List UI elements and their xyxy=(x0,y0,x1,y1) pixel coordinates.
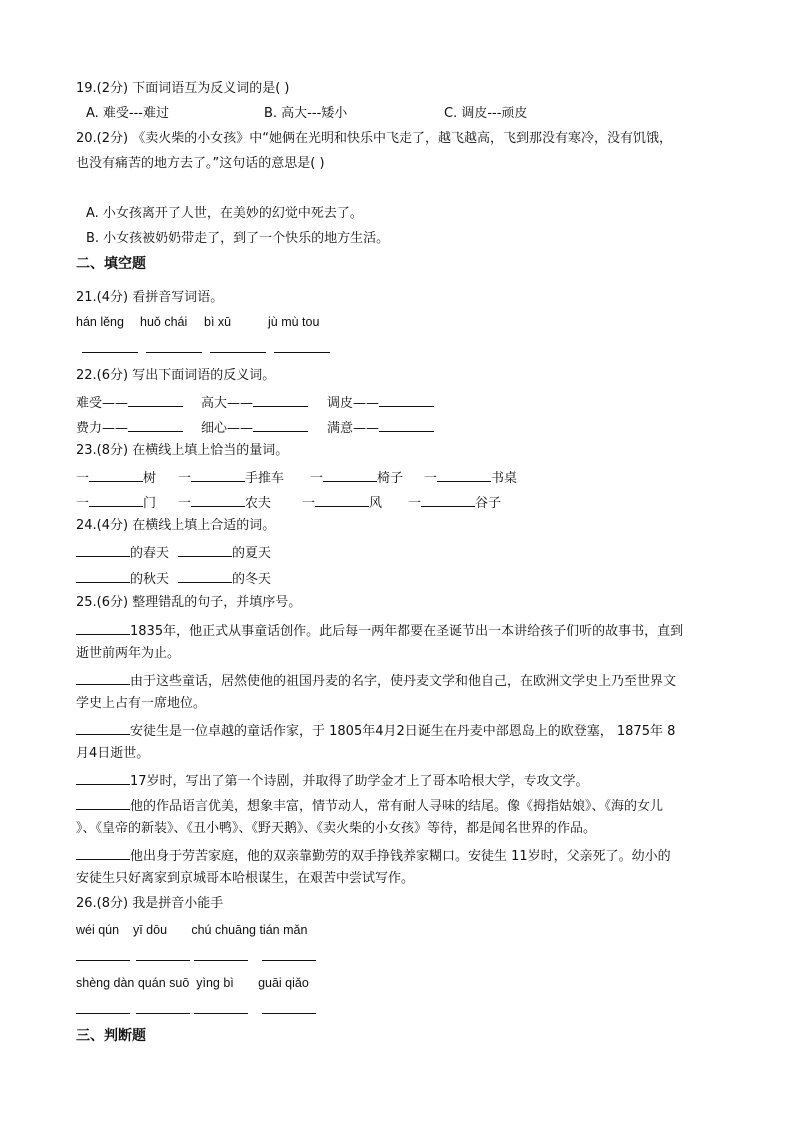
q22-item-label: 难受—— xyxy=(76,396,129,411)
q23-item-5 xyxy=(76,492,156,513)
q25-sentence-text: 他出身于劳苦家庭，他的双亲靠勤劳的双手挣钱养家糊口。安徒生 11岁时，父亲死了。幼小的 xyxy=(130,849,671,864)
q21-answer-blank-1[interactable] xyxy=(82,352,138,353)
q25-sentence-text: 17岁时，写出了第一个诗剧，并取得了助学金才上了哥本哈根大学，专攻文学。 xyxy=(130,774,589,789)
question-25-stem: 25.(6分) 整理错乱的句子，并填序号。 xyxy=(76,595,302,610)
q23-item-1 xyxy=(76,467,156,488)
q23-prefix: 一 xyxy=(302,496,316,511)
q26-answer-blank-5[interactable] xyxy=(76,1013,130,1014)
q22-item-label: 细心—— xyxy=(201,421,254,436)
question-19-stem: 19.(2分) 下面词语互为反义词的是( ) xyxy=(76,81,290,96)
q25-sentence-6 xyxy=(76,845,671,866)
q21-pinyin-3: bì xū xyxy=(204,315,232,329)
q23-answer-blank[interactable] xyxy=(89,467,143,482)
question-21-stem: 21.(4分) 看拼音写词语。 xyxy=(76,290,224,305)
q24-noun: 的夏天 xyxy=(232,546,272,561)
q19-option-a: A. 难受---难过 xyxy=(86,106,170,121)
q26-answer-blank-8[interactable] xyxy=(262,1013,316,1014)
question-23-stem: 23.(8分) 在横线上填上恰当的量词。 xyxy=(76,443,289,458)
q24-answer-blank[interactable] xyxy=(178,568,232,583)
q22-item-label: 满意—— xyxy=(327,421,380,436)
q23-prefix: 一 xyxy=(424,471,438,486)
question-24-stem: 24.(4分) 在横线上填上合适的词。 xyxy=(76,518,276,533)
q21-pinyin-4: jù mù tou xyxy=(268,315,320,329)
q24-item-1 xyxy=(76,542,169,563)
q25-sentence-2 xyxy=(76,670,676,691)
q26-pinyin-row-2: shèng dàn quán suō yìng bì guāi qiǎo xyxy=(76,976,309,990)
q21-answer-blank-4[interactable] xyxy=(274,352,330,353)
q23-item-7 xyxy=(302,492,382,513)
q19-option-b: B. 高大---矮小 xyxy=(264,106,348,121)
q25-order-blank[interactable] xyxy=(76,845,130,860)
q23-noun: 手推车 xyxy=(245,471,285,486)
q22-item-4 xyxy=(76,417,183,438)
q22-answer-blank[interactable] xyxy=(128,392,183,407)
q20-option-b: B. 小女孩被奶奶带走了，到了一个快乐的地方生活。 xyxy=(86,231,390,246)
q24-noun: 的春天 xyxy=(130,546,170,561)
q23-item-6 xyxy=(178,492,271,513)
q25-order-blank[interactable] xyxy=(76,620,130,635)
q25-sentence-2-cont: 学史上占有一席地位。 xyxy=(76,696,207,711)
q20-option-a: A. 小女孩离开了人世，在美妙的幻觉中死去了。 xyxy=(86,206,363,221)
q22-answer-blank[interactable] xyxy=(379,392,434,407)
q22-item-label: 费力—— xyxy=(76,421,129,436)
q25-sentence-1 xyxy=(76,620,683,641)
q26-answer-blank-6[interactable] xyxy=(136,1013,190,1014)
q26-answer-blank-2[interactable] xyxy=(136,960,190,961)
question-26-stem: 26.(8分) 我是拼音小能手 xyxy=(76,896,224,911)
section-title-fill-in: 二、填空题 xyxy=(76,256,146,272)
q21-answer-blank-2[interactable] xyxy=(146,352,202,353)
q23-answer-blank[interactable] xyxy=(437,467,491,482)
q23-item-4 xyxy=(424,467,517,488)
q22-answer-blank[interactable] xyxy=(253,392,308,407)
q23-prefix: 一 xyxy=(178,471,192,486)
question-20-stem-line1: 20.(2分) 《卖火柴的小女孩》中“她俩在光明和快乐中飞走了，越飞越高，飞到那没有寒冷，没有饥饿， xyxy=(76,131,672,146)
q25-order-blank[interactable] xyxy=(76,670,130,685)
q24-item-2 xyxy=(178,542,271,563)
q26-answer-blank-7[interactable] xyxy=(194,1013,248,1014)
q25-order-blank[interactable] xyxy=(76,720,130,735)
q23-prefix: 一 xyxy=(76,471,90,486)
q22-item-1 xyxy=(76,392,183,413)
question-20-stem-line2: 也没有痛苦的地方去了。”这句话的意思是( ) xyxy=(76,156,325,171)
q23-noun: 椅子 xyxy=(377,471,404,486)
q23-prefix: 一 xyxy=(178,496,192,511)
q25-sentence-text: 1835年，他正式从事童话创作。此后每一两年都要在圣诞节出一本讲给孩子们听的故事书，直到 xyxy=(130,624,684,639)
q25-order-blank[interactable] xyxy=(76,795,130,810)
q23-answer-blank[interactable] xyxy=(421,492,475,507)
section-title-true-false: 三、判断题 xyxy=(76,1028,146,1044)
q23-answer-blank[interactable] xyxy=(191,467,245,482)
q23-prefix: 一 xyxy=(310,471,324,486)
q25-sentence-text: 安徒生是一位卓越的童话作家，于 1805年4月2日诞生在丹麦中部恩岛上的欧登塞， 1875年 8 xyxy=(130,724,676,739)
q23-noun: 门 xyxy=(143,496,157,511)
q24-answer-blank[interactable] xyxy=(76,542,130,557)
q26-answer-blank-3[interactable] xyxy=(194,960,248,961)
q23-item-3 xyxy=(310,467,403,488)
q22-item-label: 调皮—— xyxy=(327,396,380,411)
q21-pinyin-1: hán lěng xyxy=(76,315,124,329)
q21-answer-blank-3[interactable] xyxy=(210,352,266,353)
q25-sentence-3-cont: 月4日逝世。 xyxy=(76,746,150,761)
q22-answer-blank[interactable] xyxy=(253,417,308,432)
q22-item-5 xyxy=(201,417,308,438)
q23-answer-blank[interactable] xyxy=(89,492,143,507)
q24-item-4 xyxy=(178,568,271,589)
q23-prefix: 一 xyxy=(76,496,90,511)
q24-answer-blank[interactable] xyxy=(178,542,232,557)
q21-pinyin-2: huǒ chái xyxy=(140,315,188,329)
q23-noun: 谷子 xyxy=(475,496,502,511)
q23-noun: 农夫 xyxy=(245,496,272,511)
q26-pinyin-row-1: wéi qún yī dōu chú chuāng tián mǎn xyxy=(76,923,308,937)
q23-noun: 书桌 xyxy=(491,471,518,486)
q22-item-6 xyxy=(327,417,434,438)
q23-noun: 风 xyxy=(369,496,383,511)
q24-noun: 的冬天 xyxy=(232,572,272,587)
q23-answer-blank[interactable] xyxy=(323,467,377,482)
q23-answer-blank[interactable] xyxy=(315,492,369,507)
q23-prefix: 一 xyxy=(408,496,422,511)
q23-item-8 xyxy=(408,492,501,513)
q22-item-label: 高大—— xyxy=(201,396,254,411)
q23-answer-blank[interactable] xyxy=(191,492,245,507)
q25-sentence-text: 他的作品语言优美，想象丰富，情节动人，常有耐人寻味的结尾。像《拇指姑娘》、《海的女儿 xyxy=(130,799,664,814)
q26-answer-blank-1[interactable] xyxy=(76,960,130,961)
q24-answer-blank[interactable] xyxy=(76,568,130,583)
q25-sentence-1-cont: 逝世前两年为止。 xyxy=(76,646,181,661)
q23-noun: 树 xyxy=(143,471,157,486)
q25-sentence-4 xyxy=(76,770,589,791)
q22-answer-blank[interactable] xyxy=(379,417,434,432)
q22-answer-blank[interactable] xyxy=(128,417,183,432)
q26-answer-blank-4[interactable] xyxy=(262,960,316,961)
q25-sentence-5 xyxy=(76,795,663,816)
q24-noun: 的秋天 xyxy=(130,572,170,587)
q25-order-blank[interactable] xyxy=(76,770,130,785)
q22-item-2 xyxy=(201,392,308,413)
q25-sentence-5-cont: 》、《皇帝的新装》、《丑小鸭》、《野天鹅》、《卖火柴的小女孩》等待，都是闻名世界的作品。 xyxy=(76,821,597,836)
question-22-stem: 22.(6分) 写出下面词语的反义词。 xyxy=(76,368,276,383)
q23-item-2 xyxy=(178,467,284,488)
q22-item-3 xyxy=(327,392,434,413)
q25-sentence-3 xyxy=(76,720,675,741)
q25-sentence-6-cont: 安徒生只好离家到京城哥本哈根谋生，在艰苦中尝试写作。 xyxy=(76,871,415,886)
q25-sentence-text: 由于这些童话，居然使他的祖国丹麦的名字，使丹麦文学和他自己，在欧洲文学史上乃至世界文 xyxy=(130,674,677,689)
q19-option-c: C. 调皮---顽皮 xyxy=(444,106,528,121)
q24-item-3 xyxy=(76,568,169,589)
